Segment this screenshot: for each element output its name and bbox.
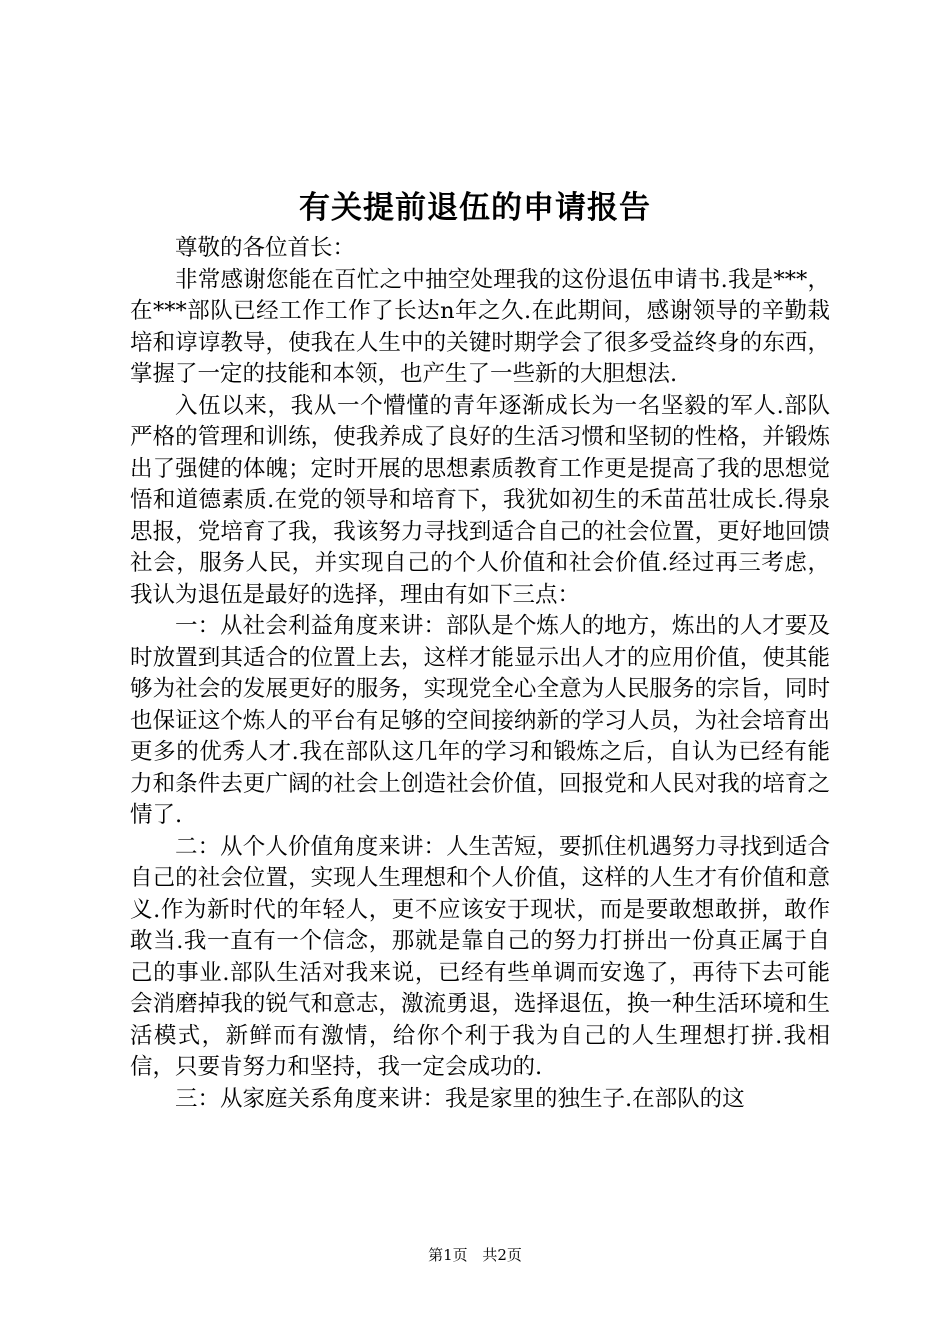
page-number-current: 第1页 — [428, 1246, 468, 1264]
paragraph-growth: 入伍以来，我从一个懵懂的青年逐渐成长为一名坚毅的军人.部队严格的管理和训练，使我养成了良好的生活习惯和坚韧的性格，并锻炼出了强健的体魄；定时开展的思想素质教育工作更是提高了我的思想觉悟和道德素质.在党的领导和培育下，我犹如初生的禾苗茁壮成长.得泉思报，党培育了我，我该努力寻找到适合自己的社会位置，更好地回馈社会，服务人民，并实现自己的个人价值和社会价值.经过再三考虑，我认为退伍是最好的选择，理由有如下三点： — [130, 392, 830, 608]
paragraph-reason-three: 三：从家庭关系角度来讲：我是家里的独生子.在部队的这 — [175, 1085, 745, 1112]
paragraph-reason-two: 二：从个人价值角度来讲：人生苦短，要抓住机遇努力寻找到适合自己的社会位置，实现人生理想和个人价值，这样的人生才有价值和意义.作为新时代的年轻人，更不应该安于现状，而是要敢想敢拼，敢作敢当.我一直有一个信念，那就是靠自己的努力打拼出一份真正属于自己的事业.部队生活对我来说，已经有些单调而安逸了，再待下去可能会消磨掉我的锐气和意志，激流勇退，选择退伍，换一种生活环境和生活模式，新鲜而有激情，给你个利于我为自己的人生理想打拼.我相信，只要肯努力和坚持，我一定会成功的. — [130, 833, 830, 1080]
page-number-total: 共2页 — [482, 1246, 522, 1264]
paragraph-intro: 非常感谢您能在百忙之中抽空处理我的这份退伍申请书.我是***，在***部队已经工作工作了长达n年之久.在此期间，感谢领导的辛勤栽培和谆谆教导，使我在人生中的关键时期学会了很多受益终身的东西，掌握了一定的技能和本领，也产生了一些新的大胆想法. — [130, 266, 830, 387]
document-body — [130, 233, 830, 1115]
page-footer — [0, 1244, 950, 1266]
salutation: 尊敬的各位首长： — [175, 235, 356, 261]
paragraph-reason-one: 一：从社会利益角度来讲：部队是个炼人的地方，炼出的人才要及时放置到其适合的位置上去，这样才能显示出人才的应用价值，使其能够为社会的发展更好的服务，实现党全心全意为人民服务的宗旨，同时也保证这个炼人的平台有足够的空间接纳新的学习人员，为社会培育出更多的优秀人才.我在部队这几年的学习和锻炼之后，自认为已经有能力和条件去更广阔的社会上创造社会价值，回报党和人民对我的培育之情了. — [130, 613, 830, 828]
document-title: 有关提前退伍的申请报告 — [299, 190, 651, 226]
